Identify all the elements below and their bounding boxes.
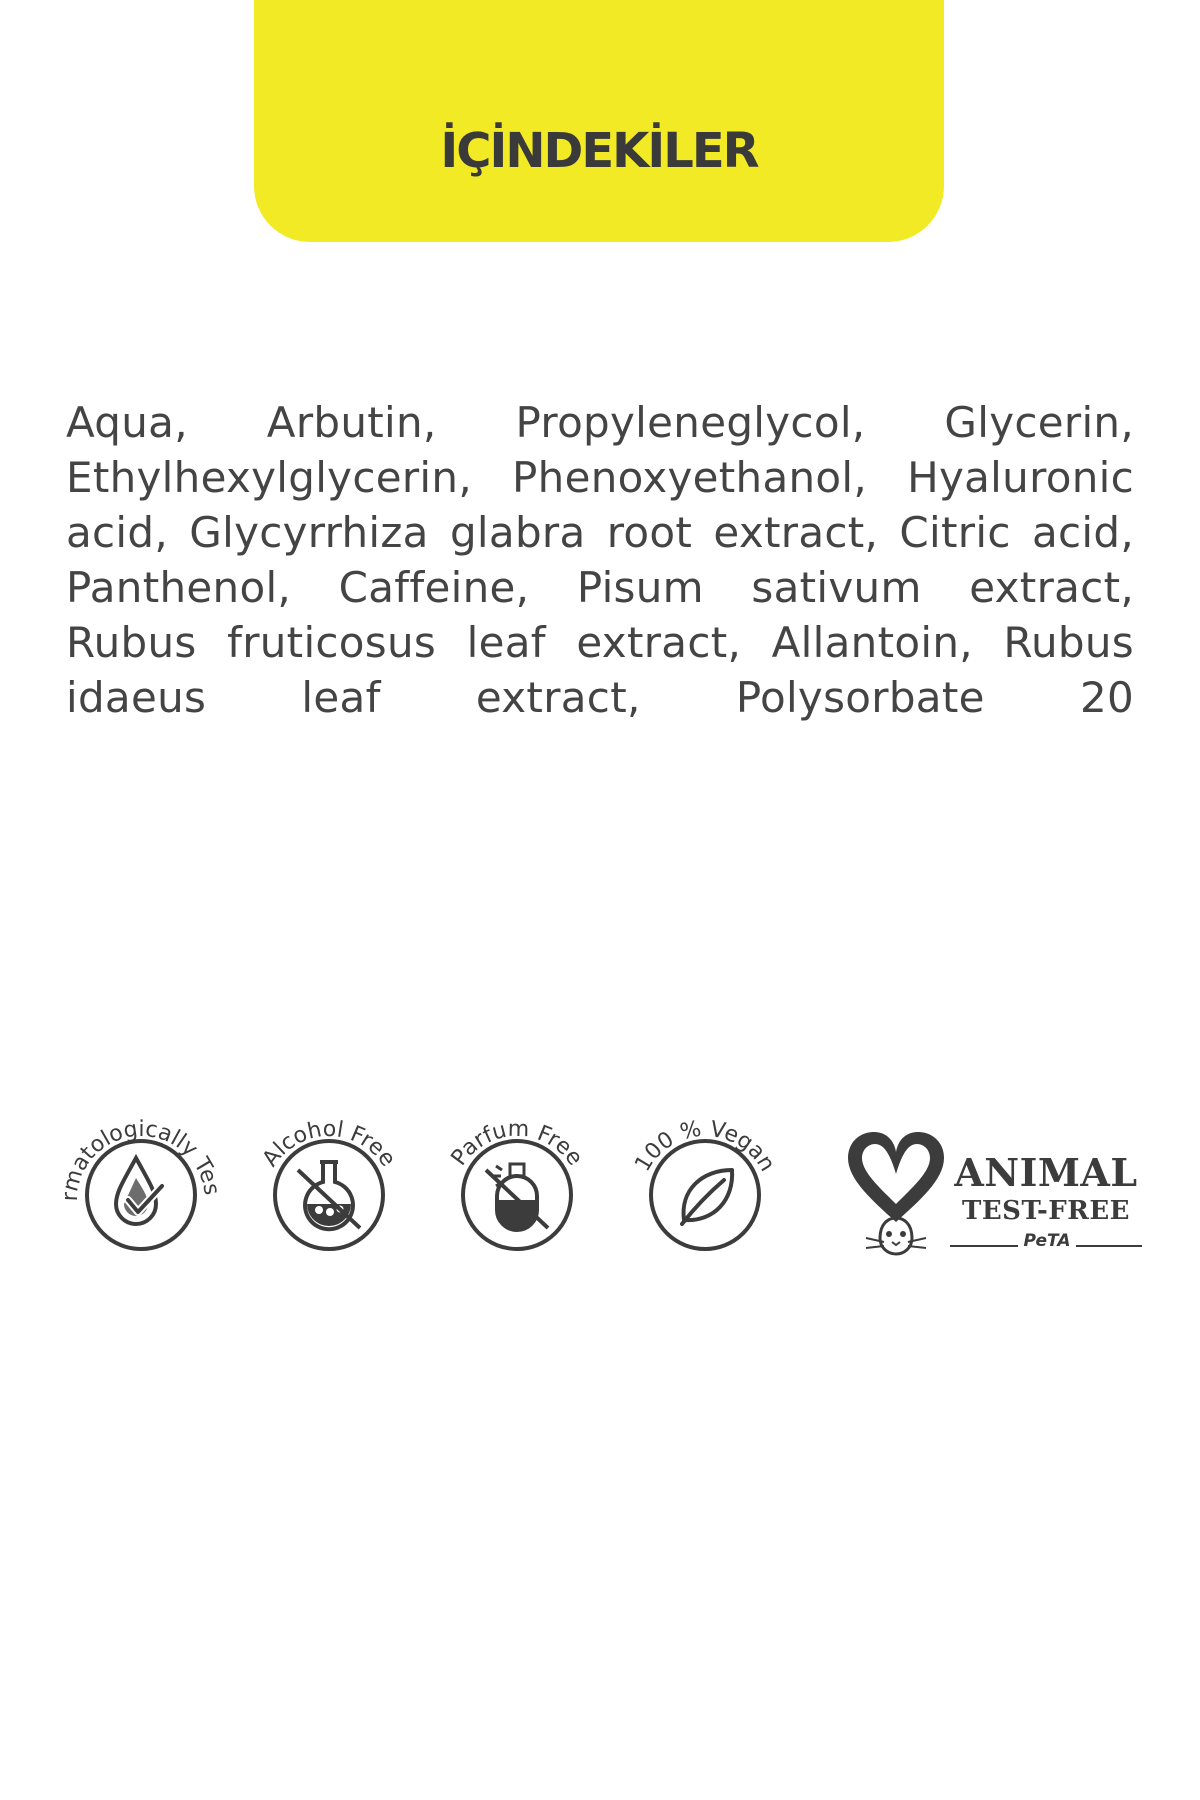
badge-label: Alcohol Free <box>257 1116 401 1172</box>
badge-parfum-free <box>422 1100 612 1290</box>
peta-line1: ANIMAL <box>954 1150 1138 1195</box>
badge-vegan <box>610 1100 800 1290</box>
peta-divider-right <box>1076 1245 1142 1247</box>
header-tab <box>254 0 944 242</box>
perfume-bottle-icon <box>486 1164 548 1230</box>
peta-line2: TEST-FREE <box>962 1196 1130 1226</box>
ingredients-list: Aqua, Arbutin, Propyleneglycol, Glycerin, Ethylhexylglycerin, Phenoxyethanol, Hyaluronic acid, Glycyrrhiza glabra root extract, Citric acid, Panthenol, Caffeine, Pisum sativum extract, Rubus fruticosus leaf extract, Allantoin, Rubus idaeus leaf extract, Polysorbate 20 <box>66 398 1134 722</box>
badge-label: Dermatologically Tested <box>37 1081 224 1202</box>
heart-bunny-icon <box>844 1130 949 1260</box>
peta-brand: PeTA <box>1023 1231 1071 1251</box>
badge-label: 100 % Vegan <box>630 1116 780 1176</box>
peta-logo <box>844 1130 1144 1260</box>
leaf-icon <box>682 1170 732 1224</box>
badge-alcohol-free <box>234 1100 424 1290</box>
peta-divider-left <box>950 1245 1018 1247</box>
badge-dermatologically-tested <box>37 1081 236 1290</box>
flask-icon <box>298 1162 360 1229</box>
page-title: İÇİNDEKİLER <box>440 123 758 179</box>
badge-label: Parfum Free <box>446 1116 588 1171</box>
drop-check-icon <box>116 1158 162 1224</box>
